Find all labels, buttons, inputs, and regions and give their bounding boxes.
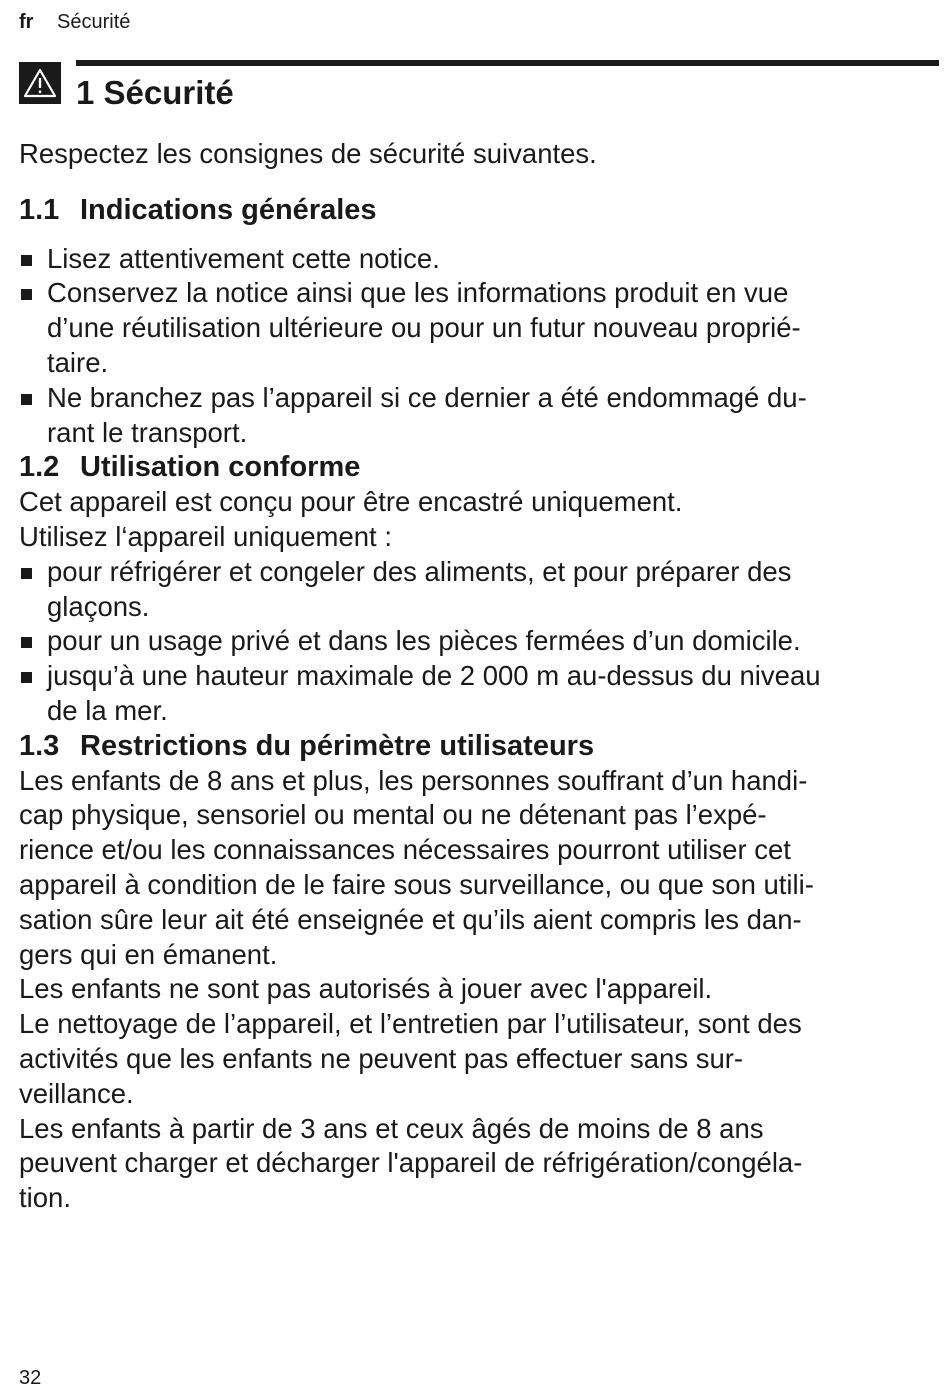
paragraph: Les enfants de 8 ans et plus, les personnes souffrant d’un handi- cap physique, sensoriel ou mental ou ne détenant pas l’expé- rience et/ou les connaissances nécessaires pourront utiliser cet appareil à condition de le faire sous surveillance, ou que son utili- sation sûre leur ait été enseignée et qu’ils aient compris les dan- gers qui en émanent. <box>19 764 814 970</box>
list-item: Conservez la notice ainsi que les informations produit en vue d’une réutilisation ultérieure ou pour un futur nouveau proprié- taire. <box>19 276 937 380</box>
chapter-rule <box>76 60 939 66</box>
section-heading-general <box>19 193 937 228</box>
section-number: 1.2 <box>19 451 60 484</box>
intended-use-list <box>19 555 937 729</box>
page-number: 32 <box>19 1367 42 1389</box>
section-number: 1.3 <box>19 729 60 762</box>
list-item: pour réfrigérer et congeler des aliments, et pour préparer des glaçons. <box>19 555 937 625</box>
running-header-section: Sécurité <box>57 11 131 33</box>
list-item: Ne branchez pas l’appareil si ce dernier a été endommagé du- rant le transport. <box>19 381 937 451</box>
list-item: Lisez attentivement cette notice. <box>19 242 937 277</box>
general-instructions-list <box>19 242 937 451</box>
language-code: fr <box>19 11 34 33</box>
list-item: pour un usage privé et dans les pièces fermées d’un domicile. <box>19 624 937 659</box>
section-heading-user-restrictions <box>19 729 937 764</box>
section-heading-intended-use <box>19 450 937 485</box>
chapter-title: 1 Sécurité <box>76 74 234 111</box>
section-title: Restrictions du périmètre utilisateurs <box>80 729 595 762</box>
intro-text: Respectez les consignes de sécurité suivantes. <box>19 138 597 169</box>
section-title: Utilisation conforme <box>80 451 361 484</box>
main-content <box>19 137 937 1216</box>
paragraph: Utilisez l‘appareil uniquement : <box>19 520 392 552</box>
warning-triangle-icon <box>19 62 61 104</box>
section-number: 1.1 <box>19 193 60 226</box>
paragraph: Le nettoyage de l’appareil, et l’entretien par l’utilisateur, sont des activités que les enfants ne peuvent pas effectuer sans sur- veillance. <box>19 1008 802 1109</box>
list-item: jusqu’à une hauteur maximale de 2 000 m au-dessus du niveau de la mer. <box>19 659 937 729</box>
paragraph: Cet appareil est conçu pour être encastré uniquement. <box>19 486 683 518</box>
paragraph: Les enfants ne sont pas autorisés à jouer avec l'appareil. <box>19 973 713 1005</box>
section-title: Indications générales <box>80 193 377 226</box>
paragraph: Les enfants à partir de 3 ans et ceux âgés de moins de 8 ans peuvent charger et décharger l'appareil de réfrigération/congéla- tion. <box>19 1112 803 1214</box>
